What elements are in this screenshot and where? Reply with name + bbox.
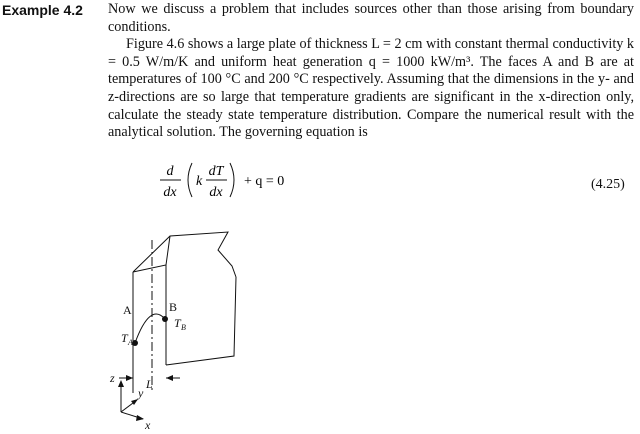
paragraph-intro: Now we discuss a problem that includes sources other than those arising from boundary conditions. [108,1,634,35]
eq-dT: dT [208,164,224,179]
label-face-b: B [169,300,178,314]
label-face-a: A [123,303,132,317]
equation-number: (4.25) [591,177,625,192]
eq-d: d [166,164,174,179]
plate-top-edge [133,232,236,277]
label-thickness: L [146,377,153,391]
eq-dx: dx [163,185,177,200]
label-ta-sub: A [128,338,133,347]
temperature-arc [135,314,165,343]
label-axis-x: x [145,418,151,432]
eq-dx2: dx [209,185,223,200]
point-ta [132,340,138,346]
eq-k: k [196,174,203,189]
point-tb [162,316,168,322]
paragraph-statement: Figure 4.6 shows a large plate of thickness L = 2 cm with constant thermal conductivity k = 0.5 W/m/K and uniform heat generation q = 1000 kW/m³. The faces A and B are at temperatures of 100 °C and 200 °C respectively. Assuming that the dimensions in the y- and z-directions are so large that temperature gradients are significant in the x-direction only, calculate the steady state temperature distribution. Compare the numerical result with the analytical solution. The governing equation is [108,36,635,141]
label-axis-z: z [110,371,115,385]
example-label: Example 4.2 [2,2,83,18]
label-tb-sub: B [181,323,186,332]
label-ta: T [121,331,128,345]
label-axis-y: y [138,386,144,400]
governing-equation [160,163,284,200]
label-tb: T [174,316,181,330]
eq-rest: + q = 0 [244,174,285,189]
